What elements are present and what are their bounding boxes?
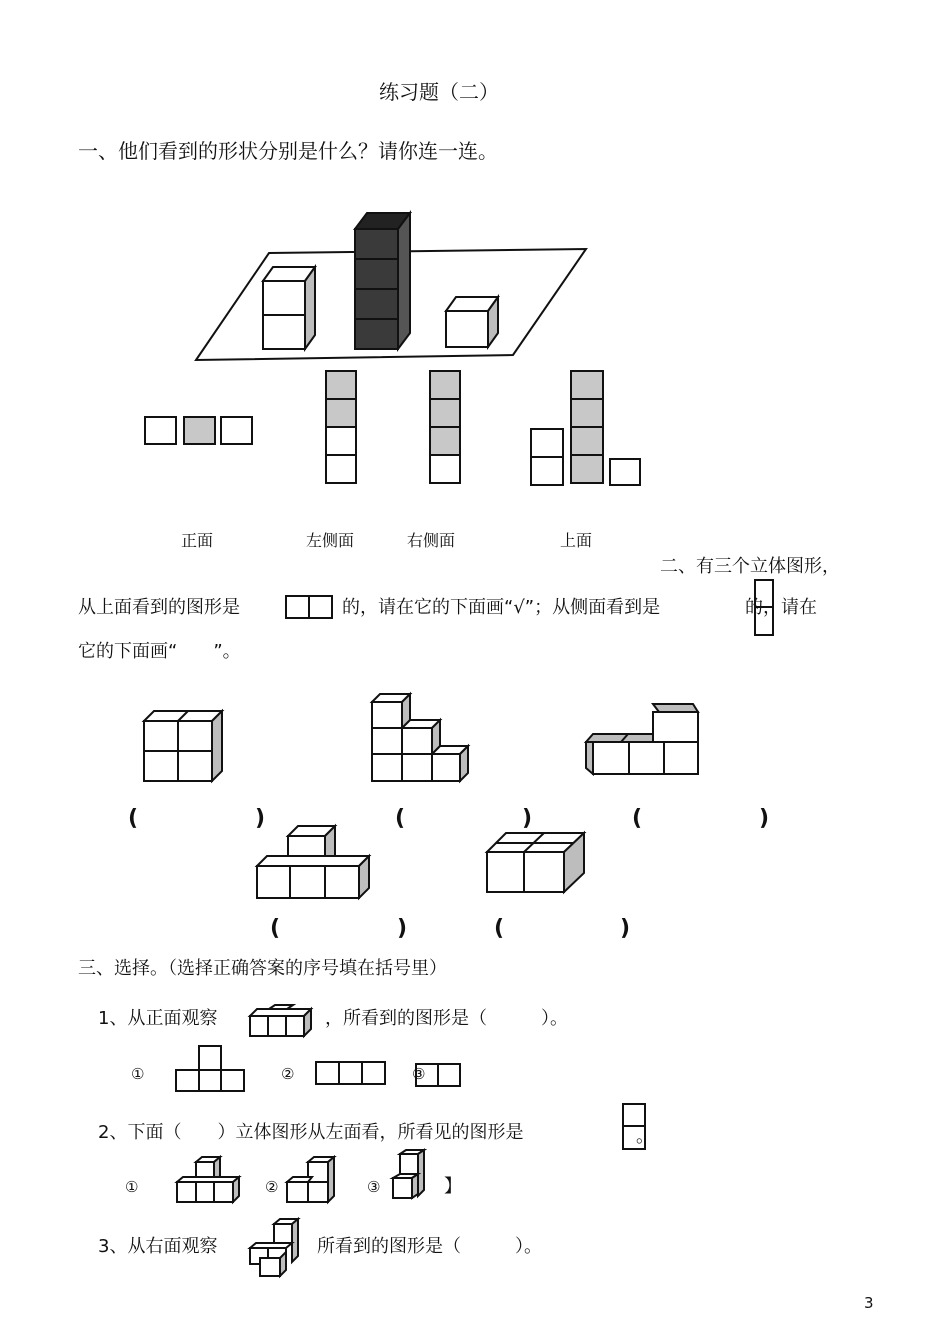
answer-paren-close-3[interactable]: ) (759, 806, 770, 831)
solid-figure-1 (140, 705, 230, 785)
q2-prompt: 2、下面（ ）立体图形从左面看，所看见的图形是 (98, 1122, 524, 1143)
q2-option-1-num[interactable]: ① (125, 1178, 139, 1196)
dark-four-cube-stack (355, 213, 410, 349)
section2-line3: 它的下面画“ ”。 (78, 641, 241, 662)
section2-line1: 二、有三个立体图形， (660, 556, 840, 577)
left-side-view-option (326, 371, 356, 483)
section1-heading: 一、他们看到的形状分别是什么？请你连一连。 (78, 139, 498, 163)
answer-paren-close-1[interactable]: ) (255, 806, 266, 831)
solid-figure-4 (255, 824, 375, 902)
section2-line2a: 从上面看到的图形是 (78, 597, 240, 618)
white-two-cube-stack (263, 267, 315, 349)
answer-paren-close-5[interactable]: ) (620, 916, 631, 941)
answer-paren-close-2[interactable]: ) (522, 806, 533, 831)
single-white-cube (446, 297, 498, 347)
solid-figure-2 (368, 690, 473, 785)
cubes-on-platform-figure (190, 205, 595, 365)
solid-figure-5 (484, 830, 589, 896)
q2-option-2-num[interactable]: ② (265, 1178, 279, 1196)
q1-solid-icon (247, 1004, 315, 1040)
q2-option-1-figure[interactable] (174, 1154, 242, 1206)
answer-paren-close-4[interactable]: ) (397, 916, 408, 941)
page-title: 练习题（二） (379, 80, 499, 104)
answer-paren-open-2[interactable]: ( (395, 806, 406, 831)
label-front: 正面 (181, 531, 214, 550)
label-right-side: 右侧面 (407, 531, 456, 550)
solid-figure-3 (583, 700, 703, 780)
label-top: 上面 (560, 531, 593, 550)
q1-option-1-num[interactable]: ① (131, 1065, 145, 1083)
page-number: 3 (864, 1294, 874, 1312)
q1-option-2-figure[interactable] (314, 1060, 388, 1088)
q3-answer-text: 所看到的图形是（ ）。 (317, 1236, 542, 1257)
front-view-option (145, 417, 252, 444)
top-view-option (531, 371, 640, 485)
section3-heading: 三、选择。（选择正确答案的序号填在括号里） (78, 958, 447, 979)
q1-prompt: 1、从正面观察 (98, 1008, 218, 1029)
q1-option-1-figure[interactable] (173, 1044, 247, 1094)
q2-trailing-bracket: 】 (444, 1176, 462, 1197)
answer-paren-open-1[interactable]: ( (128, 806, 139, 831)
q2-period: 。 (636, 1126, 654, 1147)
right-side-view-option (430, 371, 460, 483)
answer-paren-open-5[interactable]: ( (494, 916, 505, 941)
label-left-side: 左侧面 (306, 531, 355, 550)
q2-option-2-figure[interactable] (284, 1154, 340, 1206)
section2-line2c: 的，请在 (745, 597, 817, 618)
q1-answer-text: ，所看到的图形是（ ）。 (325, 1008, 568, 1029)
q2-option-3-figure[interactable] (390, 1148, 430, 1204)
two-square-top-view-icon (285, 595, 335, 621)
view-options-figure (140, 365, 650, 495)
section2-line2b: 的，请在它的下面画“√”；从侧面看到是 (342, 597, 661, 618)
q1-option-3-num[interactable]: ③ (412, 1065, 426, 1083)
q2-option-3-num[interactable]: ③ (367, 1178, 381, 1196)
q3-prompt: 3、从右面观察 (98, 1236, 218, 1257)
q3-solid-icon (246, 1216, 304, 1280)
q1-option-2-num[interactable]: ② (281, 1065, 295, 1083)
answer-paren-open-4[interactable]: ( (270, 916, 281, 941)
answer-paren-open-3[interactable]: ( (632, 806, 643, 831)
